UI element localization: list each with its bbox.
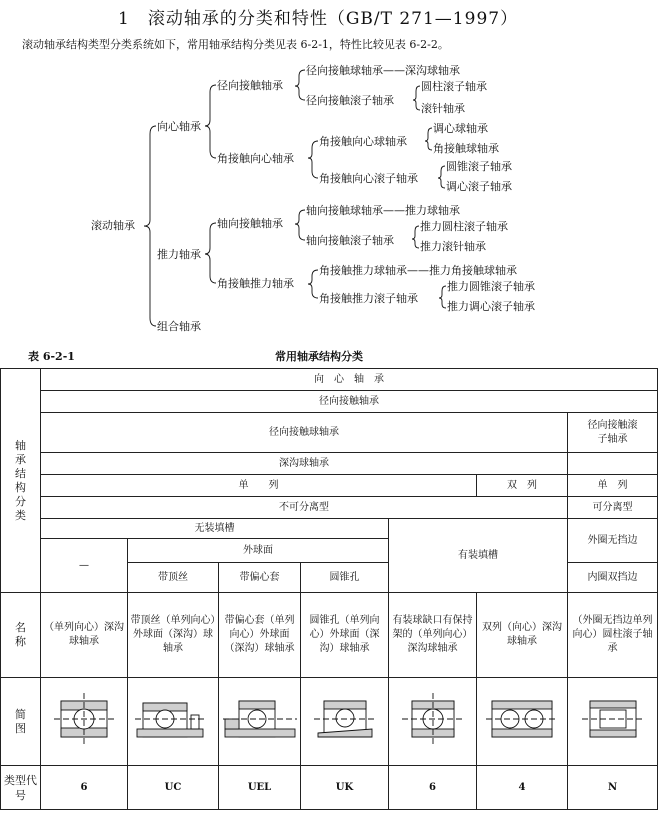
type-code: N — [568, 766, 658, 810]
tree-l4-needle: 滚针轴承 — [421, 102, 465, 115]
header-no-filling-slot: 无装填槽 — [41, 519, 389, 539]
tree-brace-l4-d — [412, 226, 419, 248]
tree-brace-radial-contact — [295, 70, 305, 100]
bearing-structure-table — [0, 368, 658, 810]
row-label-code: 类型代号 — [1, 766, 41, 810]
sketch-deep-groove — [41, 678, 128, 766]
tree-brace-thrust — [205, 223, 216, 283]
tree-l1-combined: 组合轴承 — [157, 320, 201, 333]
tree-brace-l4-e — [439, 286, 446, 308]
tree-l2-angular-thrust: 角接触推力轴承 — [217, 277, 294, 290]
tree-l3-axial-roller: 轴向接触滚子轴承 — [306, 234, 394, 247]
tree-l4-angular-ball: 角接触球轴承 — [433, 142, 499, 155]
header-radial-ball: 径向接触球轴承 — [41, 413, 568, 453]
sketch-cyl-roller — [568, 678, 658, 766]
tree-l4-self-align-ball: 调心球轴承 — [433, 122, 488, 135]
header-eccentric-collar: 带偏心套 — [219, 563, 301, 593]
sketch-set-screw — [128, 678, 219, 766]
tree-l4-spherical-roller: 调心滚子轴承 — [446, 180, 512, 193]
header-spherical-outer: 外球面 — [128, 539, 389, 563]
section-heading: 1 滚动轴承的分类和特性（GB/T 271—1997） — [118, 9, 519, 29]
header-radial-contact: 径向接触轴承 — [41, 391, 658, 413]
header-single-row: 单 列 — [41, 475, 477, 497]
tree-l3-angular-thrust-roller: 角接触推力滚子轴承 — [319, 292, 418, 305]
type-code: UEL — [219, 766, 301, 810]
header-outer-no-flange: 外圈无挡边 — [568, 519, 658, 563]
header-filling-slot: 有装填槽 — [389, 519, 568, 593]
sketch-filling-slot — [389, 678, 477, 766]
header-deep-groove: 深沟球轴承 — [41, 453, 568, 475]
type-code: 4 — [477, 766, 568, 810]
tree-brace-axial — [295, 210, 305, 240]
name-cell: 有装球缺口有保持架的（单列向心）深沟球轴承 — [389, 593, 477, 678]
tree-brace-l4-b — [425, 128, 432, 150]
tree-l4-thrust-spherical: 推力调心滚子轴承 — [447, 300, 535, 313]
tree-l4-cyl-roller: 圆柱滚子轴承 — [421, 80, 487, 93]
tree-l2-axial-contact: 轴向接触轴承 — [217, 217, 283, 230]
sketch-taper-bore — [301, 678, 389, 766]
bearing-sketch-icon — [221, 689, 301, 749]
header-empty — [568, 453, 658, 475]
tree-l3-axial-ball: 轴向接触球轴承——推力球轴承 — [306, 204, 460, 217]
header-taper-bore: 圆锥孔 — [301, 563, 389, 593]
tree-l3-radial-ball: 径向接触球轴承——深沟球轴承 — [306, 64, 460, 77]
intro-paragraph: 滚动轴承结构类型分类系统如下，常用轴承结构分类见表 6-2-1，特性比较见表 6-2-2。 — [22, 38, 449, 51]
type-code: 6 — [389, 766, 477, 810]
name-cell: 圆锥孔（单列向心）外球面（深沟）球轴承 — [301, 593, 389, 678]
bearing-sketch-icon — [49, 689, 119, 749]
header-radial-roller: 径向接触滚子轴承 — [568, 413, 658, 453]
header-radial: 向 心 轴 承 — [41, 369, 658, 391]
header-non-separable: 不可分离型 — [41, 497, 568, 519]
name-cell: 带偏心套（单列向心）外球面（深沟）球轴承 — [219, 593, 301, 678]
tree-l2-angular-radial: 角接触向心轴承 — [217, 152, 294, 165]
type-code: UC — [128, 766, 219, 810]
sketch-eccentric-collar — [219, 678, 301, 766]
tree-l2-radial-contact: 径向接触轴承 — [217, 79, 283, 92]
tree-l3-angular-ball: 角接触向心球轴承 — [319, 135, 407, 148]
tree-brace-angular-thrust — [308, 270, 318, 298]
header-separable: 可分离型 — [568, 497, 658, 519]
sketch-double-row — [477, 678, 568, 766]
bearing-sketch-icon — [578, 689, 648, 749]
row-label-sketch: 简图 — [1, 678, 41, 766]
name-cell: 双列（向心）深沟球轴承 — [477, 593, 568, 678]
name-cell: 带顶丝（单列向心）外球面（深沟）球轴承 — [128, 593, 219, 678]
tree-l3-angular-thrust-ball: 角接触推力球轴承——推力角接触球轴承 — [319, 264, 517, 277]
header-inner-double-flange: 内圈双挡边 — [568, 563, 658, 593]
tree-l4-thrust-cyl: 推力圆柱滚子轴承 — [420, 220, 508, 233]
header-double-row: 双 列 — [477, 475, 568, 497]
tree-l4-thrust-taper: 推力圆锥滚子轴承 — [447, 280, 535, 293]
tree-l3-radial-roller: 径向接触滚子轴承 — [306, 94, 394, 107]
type-code: 6 — [41, 766, 128, 810]
tree-l3-angular-roller: 角接触向心滚子轴承 — [319, 172, 418, 185]
name-cell: （外圈无挡边单列向心）圆柱滚子轴承 — [568, 593, 658, 678]
table-title: 常用轴承结构分类 — [275, 350, 363, 363]
type-code: UK — [301, 766, 389, 810]
tree-l4-taper-roller: 圆锥滚子轴承 — [446, 160, 512, 173]
classification-tree — [0, 0, 663, 345]
header-dash: — — [41, 539, 128, 593]
tree-l4-thrust-needle: 推力滚针轴承 — [420, 240, 486, 253]
bearing-sketch-icon — [398, 689, 468, 749]
tree-l1-thrust: 推力轴承 — [157, 248, 201, 261]
bearing-sketch-icon — [310, 689, 380, 749]
tree-l1-radial: 向心轴承 — [157, 120, 201, 133]
bearing-sketch-icon — [484, 689, 560, 749]
header-single-row-roller: 单 列 — [568, 475, 658, 497]
name-cell: （单列向心）深沟球轴承 — [41, 593, 128, 678]
tree-brace-l4-c — [438, 166, 445, 188]
bearing-sketch-icon — [133, 689, 213, 749]
tree-root: 滚动轴承 — [91, 219, 135, 232]
tree-brace-l4-a — [413, 86, 420, 110]
header-set-screw: 带顶丝 — [128, 563, 219, 593]
row-label-name: 名称 — [1, 593, 41, 678]
side-label: 轴承结构分类 — [1, 369, 41, 593]
tree-brace-angular-radial — [308, 141, 318, 178]
table-number: 表 6-2-1 — [28, 350, 75, 363]
tree-brace-radial — [205, 85, 216, 158]
tree-brace-root — [144, 126, 156, 326]
